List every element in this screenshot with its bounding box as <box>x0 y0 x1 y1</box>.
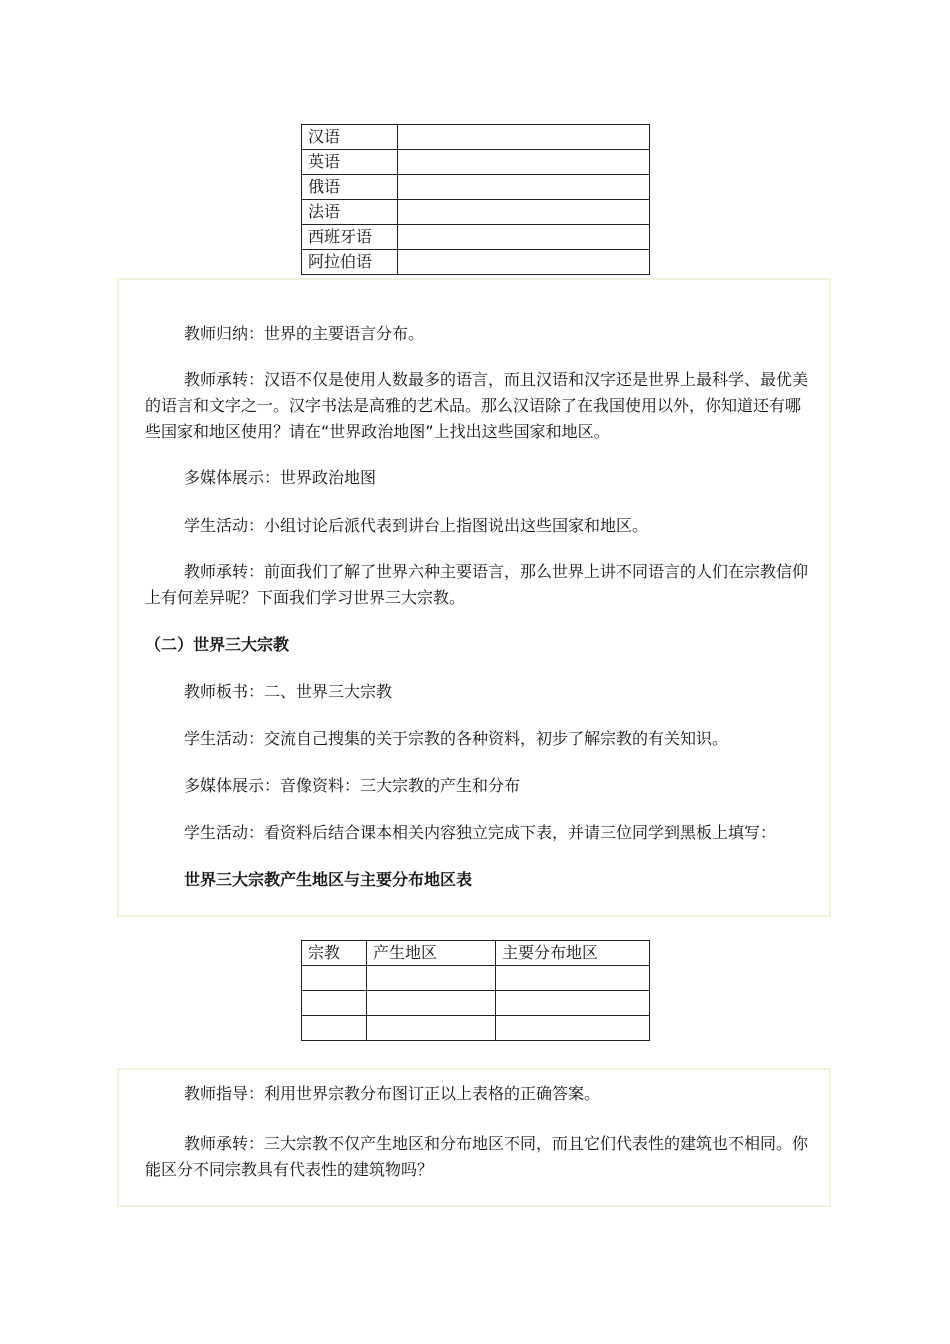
paragraph-blackboard: 教师板书：二、世界三大宗教 <box>184 682 393 701</box>
blank-cell <box>496 966 650 991</box>
paragraph-student-activity-3: 学生活动：看资料后结合课本相关内容独立完成下表，并请三位同学到黑板上填写： <box>184 823 777 842</box>
table-row <box>302 225 650 250</box>
blank-cell <box>398 175 650 200</box>
language-cell: 法语 <box>302 200 398 225</box>
religion-table <box>301 940 650 1041</box>
language-cell: 西班牙语 <box>302 225 398 250</box>
blank-cell <box>367 966 496 991</box>
blank-cell <box>398 200 650 225</box>
language-table <box>301 124 650 275</box>
table-row <box>302 966 650 991</box>
lesson-panel-2 <box>117 1068 831 1207</box>
section-heading: （二）世界三大宗教 <box>145 635 290 654</box>
language-cell: 英语 <box>302 150 398 175</box>
table-title: 世界三大宗教产生地区与主要分布地区表 <box>184 870 473 889</box>
blank-cell <box>302 966 367 991</box>
table-row <box>302 150 650 175</box>
paragraph-student-activity-1: 学生活动：小组讨论后派代表到讲台上指图说出这些国家和地区。 <box>184 516 649 535</box>
language-cell: 俄语 <box>302 175 398 200</box>
language-cell: 阿拉伯语 <box>302 250 398 275</box>
blank-cell <box>302 1016 367 1041</box>
blank-cell <box>367 991 496 1016</box>
table-row <box>302 125 650 150</box>
paragraph-multimedia-map: 多媒体展示：世界政治地图 <box>184 468 377 487</box>
table-row <box>302 175 650 200</box>
blank-cell <box>496 991 650 1016</box>
paragraph-teacher-transition-2: 教师承转：前面我们了解了世界六种主要语言，那么世界上讲不同语言的人们在宗教信仰上有何差异呢？下面我们学习世界三大宗教。 <box>145 562 809 607</box>
blank-cell <box>496 1016 650 1041</box>
blank-cell <box>398 250 650 275</box>
paragraph-teacher-transition-1: 教师承转：汉语不仅是使用人数最多的语言，而且汉语和汉字还是世界上最科学、最优美的语言和文字之一。汉字书法是高雅的艺术品。那么汉语除了在我国使用以外，你知道还有哪些国家和地区使用？请在“世界政治地图”上找出这些国家和地区。 <box>145 370 809 441</box>
header-cell: 宗教 <box>302 941 367 966</box>
language-cell: 汉语 <box>302 125 398 150</box>
blank-cell <box>367 1016 496 1041</box>
blank-cell <box>398 125 650 150</box>
paragraph-teacher-guidance: 教师指导：利用世界宗教分布图订正以上表格的正确答案。 <box>184 1084 601 1103</box>
table-row <box>302 200 650 225</box>
table-header-row <box>302 941 650 966</box>
paragraph-student-activity-2: 学生活动：交流自己搜集的关于宗教的各种资料，初步了解宗教的有关知识。 <box>184 729 729 748</box>
header-cell: 产生地区 <box>367 941 496 966</box>
paragraph-multimedia-video: 多媒体展示：音像资料：三大宗教的产生和分布 <box>184 776 521 795</box>
table-row <box>302 991 650 1016</box>
header-cell: 主要分布地区 <box>496 941 650 966</box>
table-row <box>302 1016 650 1041</box>
paragraph-teacher-summary: 教师归纳：世界的主要语言分布。 <box>184 324 425 343</box>
lesson-panel-1 <box>117 278 831 917</box>
paragraph-teacher-transition-3: 教师承转：三大宗教不仅产生地区和分布地区不同，而且它们代表性的建筑也不相同。你能区分不同宗教具有代表性的建筑物吗？ <box>145 1134 809 1179</box>
blank-cell <box>398 225 650 250</box>
blank-cell <box>302 991 367 1016</box>
table-row <box>302 250 650 275</box>
blank-cell <box>398 150 650 175</box>
